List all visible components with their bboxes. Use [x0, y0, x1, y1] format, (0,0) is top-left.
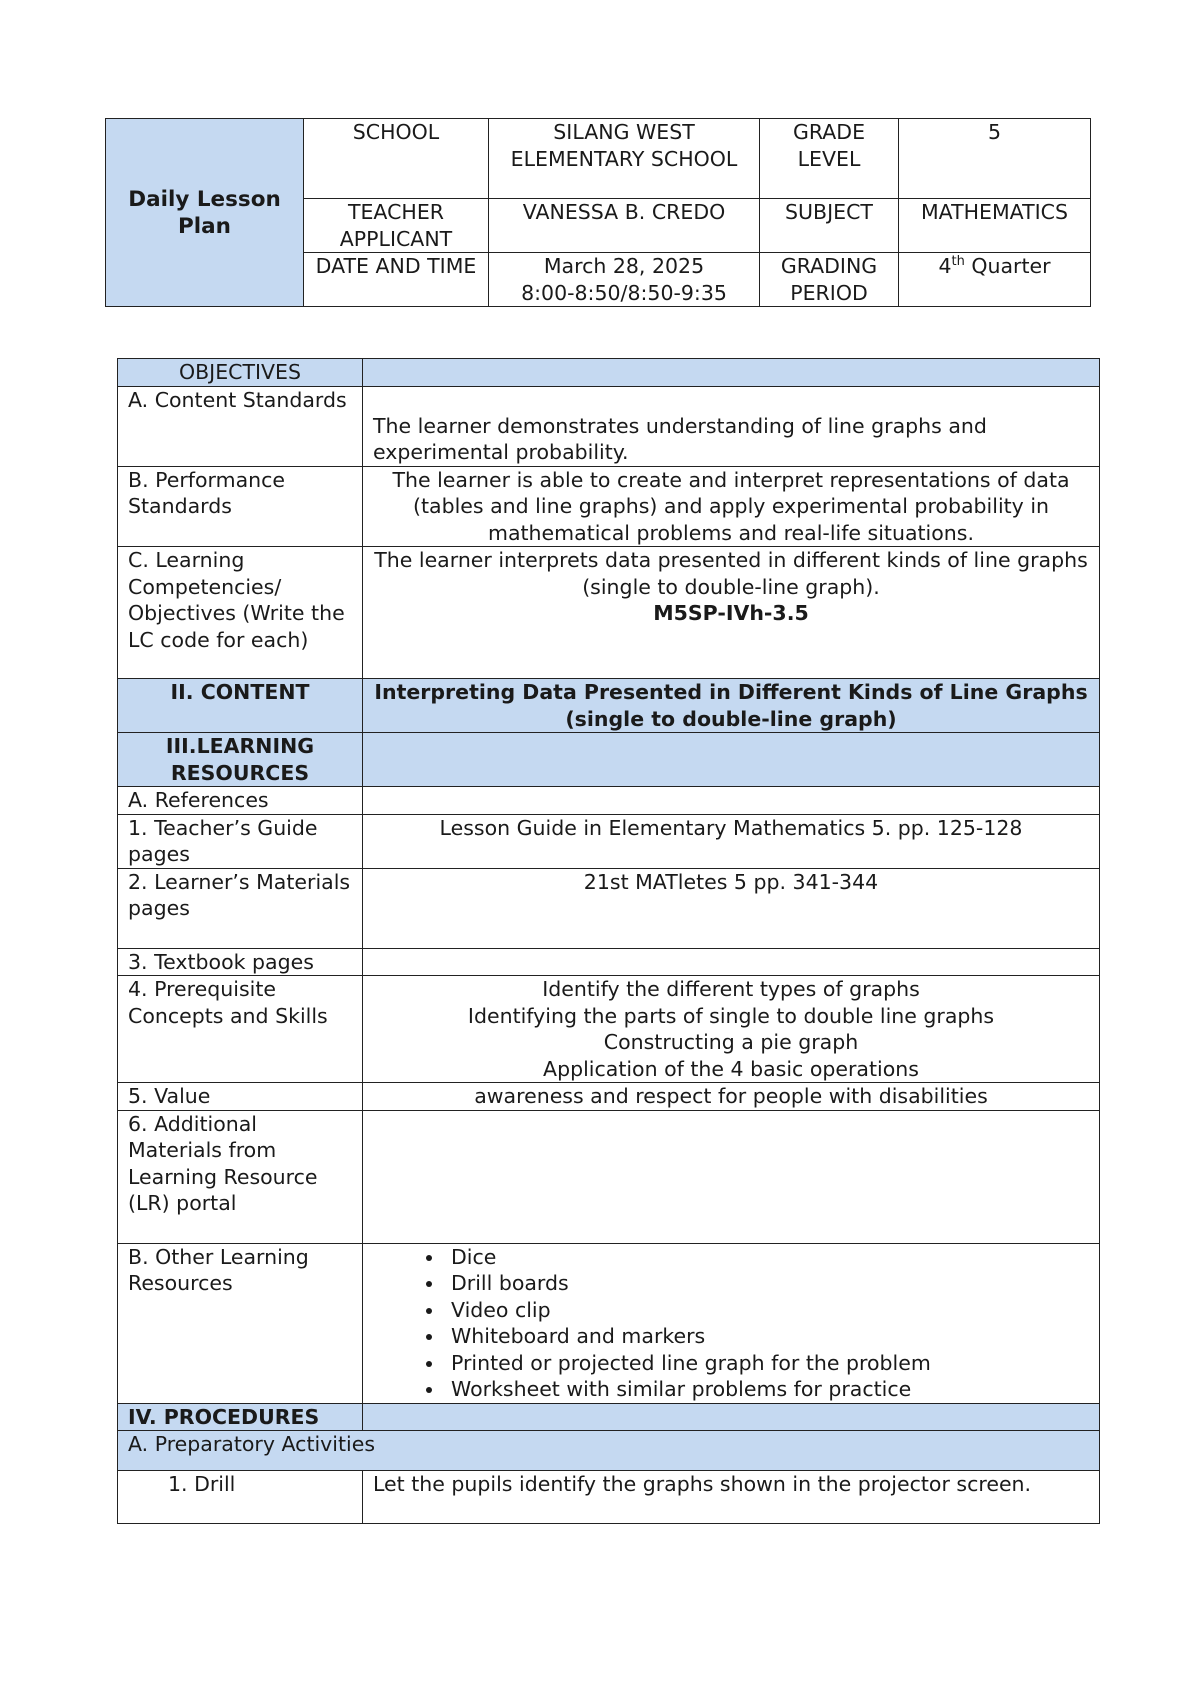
content-standards-value: The learner demonstrates understanding of line graphs and experimental probability. — [363, 386, 1100, 466]
quarter-ordinal: th — [951, 254, 965, 270]
objectives-heading-blank — [363, 359, 1100, 387]
school-value: SILANG WEST ELEMENTARY SCHOOL — [489, 119, 760, 199]
learning-resources-label: III.LEARNING RESOURCES — [118, 733, 363, 787]
prerequisite-item: Identifying the parts of single to double line graphs — [467, 1003, 995, 1028]
references-label: A. References — [118, 787, 363, 815]
resource-item: • Worksheet with similar problems for practice — [445, 1376, 1099, 1403]
procedures-label: IV. PROCEDURES — [118, 1403, 363, 1431]
date-label: DATE AND TIME — [304, 253, 489, 307]
subject-label: SUBJECT — [760, 199, 899, 253]
competency-code: M5SP-IVh-3.5 — [653, 601, 809, 625]
procedures-blank — [363, 1403, 1100, 1431]
textbook-pages-label: 3. Textbook pages — [118, 948, 363, 976]
additional-materials-blank — [363, 1110, 1100, 1243]
prerequisite-item: Application of the 4 basic operations — [543, 1056, 919, 1081]
time-value: 8:00-8:50/8:50-9:35 — [521, 280, 727, 305]
grade-value: 5 — [899, 119, 1091, 199]
additional-materials-label: 6. Additional Materials from Learning Resource (LR) portal — [118, 1110, 363, 1243]
objectives-heading: OBJECTIVES — [118, 359, 363, 387]
competency-text: The learner interprets data presented in different kinds of line graphs (single to double-line graph). — [374, 548, 1088, 599]
date-time-value — [489, 253, 760, 307]
value-label: 5. Value — [118, 1083, 363, 1111]
other-resources-label: B. Other Learning Resources — [118, 1243, 363, 1403]
content-value: Interpreting Data Presented in Different Kinds of Line Graphs (single to double-line graph) — [363, 679, 1100, 733]
lesson-plan-table — [117, 358, 1100, 1524]
content-standards-label: A. Content Standards — [118, 386, 363, 466]
grade-label: GRADE LEVEL — [760, 119, 899, 199]
learners-materials-label: 2. Learner’s Materials pages — [118, 868, 363, 948]
prerequisite-item: Constructing a pie graph — [603, 1030, 859, 1054]
school-label: SCHOOL — [304, 119, 489, 199]
period-label: GRADING PERIOD — [760, 253, 899, 307]
performance-standards-value: The learner is able to create and interpret representations of data (tables and line graphs) and apply experimental probability in mathematical problems and real-life situations. — [363, 466, 1100, 547]
quarter-number: 4 — [938, 254, 952, 278]
content-label: II. CONTENT — [118, 679, 363, 733]
prerequisite-list — [363, 976, 1100, 1083]
performance-standards-label: B. Performance Standards — [118, 466, 363, 547]
prerequisite-label: 4. Prerequisite Concepts and Skills — [118, 976, 363, 1083]
learning-competencies-value — [363, 547, 1100, 679]
resource-item: • Drill boards — [445, 1270, 1099, 1297]
learners-materials-value: 21st MATletes 5 pp. 341-344 — [363, 868, 1100, 948]
teachers-guide-value: Lesson Guide in Elementary Mathematics 5. pp. 125-128 — [363, 814, 1100, 868]
drill-label: 1. Drill — [118, 1471, 363, 1524]
prerequisite-item: Identify the different types of graphs — [542, 977, 920, 1001]
resource-item: • Printed or projected line graph for the problem — [445, 1350, 1099, 1377]
resource-item: • Video clip — [445, 1297, 1099, 1324]
other-resources-cell — [363, 1243, 1100, 1403]
date-value: March 28, 2025 — [543, 254, 705, 278]
teacher-value: VANESSA B. CREDO — [489, 199, 760, 253]
drill-value: Let the pupils identify the graphs shown in the projector screen. — [363, 1471, 1100, 1524]
resource-item: • Dice — [445, 1244, 1099, 1271]
quarter-value — [899, 253, 1091, 307]
preparatory-activities-label: A. Preparatory Activities — [118, 1431, 1100, 1471]
other-resources-list — [363, 1244, 1099, 1403]
lesson-header-table — [105, 118, 1091, 307]
learning-resources-blank — [363, 733, 1100, 787]
daily-lesson-plan-title: Daily Lesson Plan — [106, 119, 304, 307]
learning-competencies-label: C. Learning Competencies/ Objectives (Write the LC code for each) — [118, 547, 363, 679]
subject-value: MATHEMATICS — [899, 199, 1091, 253]
teacher-label: TEACHER APPLICANT — [304, 199, 489, 253]
value-value: awareness and respect for people with disabilities — [363, 1083, 1100, 1111]
quarter-word: Quarter — [964, 254, 1051, 278]
references-blank — [363, 787, 1100, 815]
textbook-pages-blank — [363, 948, 1100, 976]
teachers-guide-label: 1. Teacher’s Guide pages — [118, 814, 363, 868]
resource-item: • Whiteboard and markers — [445, 1323, 1099, 1350]
